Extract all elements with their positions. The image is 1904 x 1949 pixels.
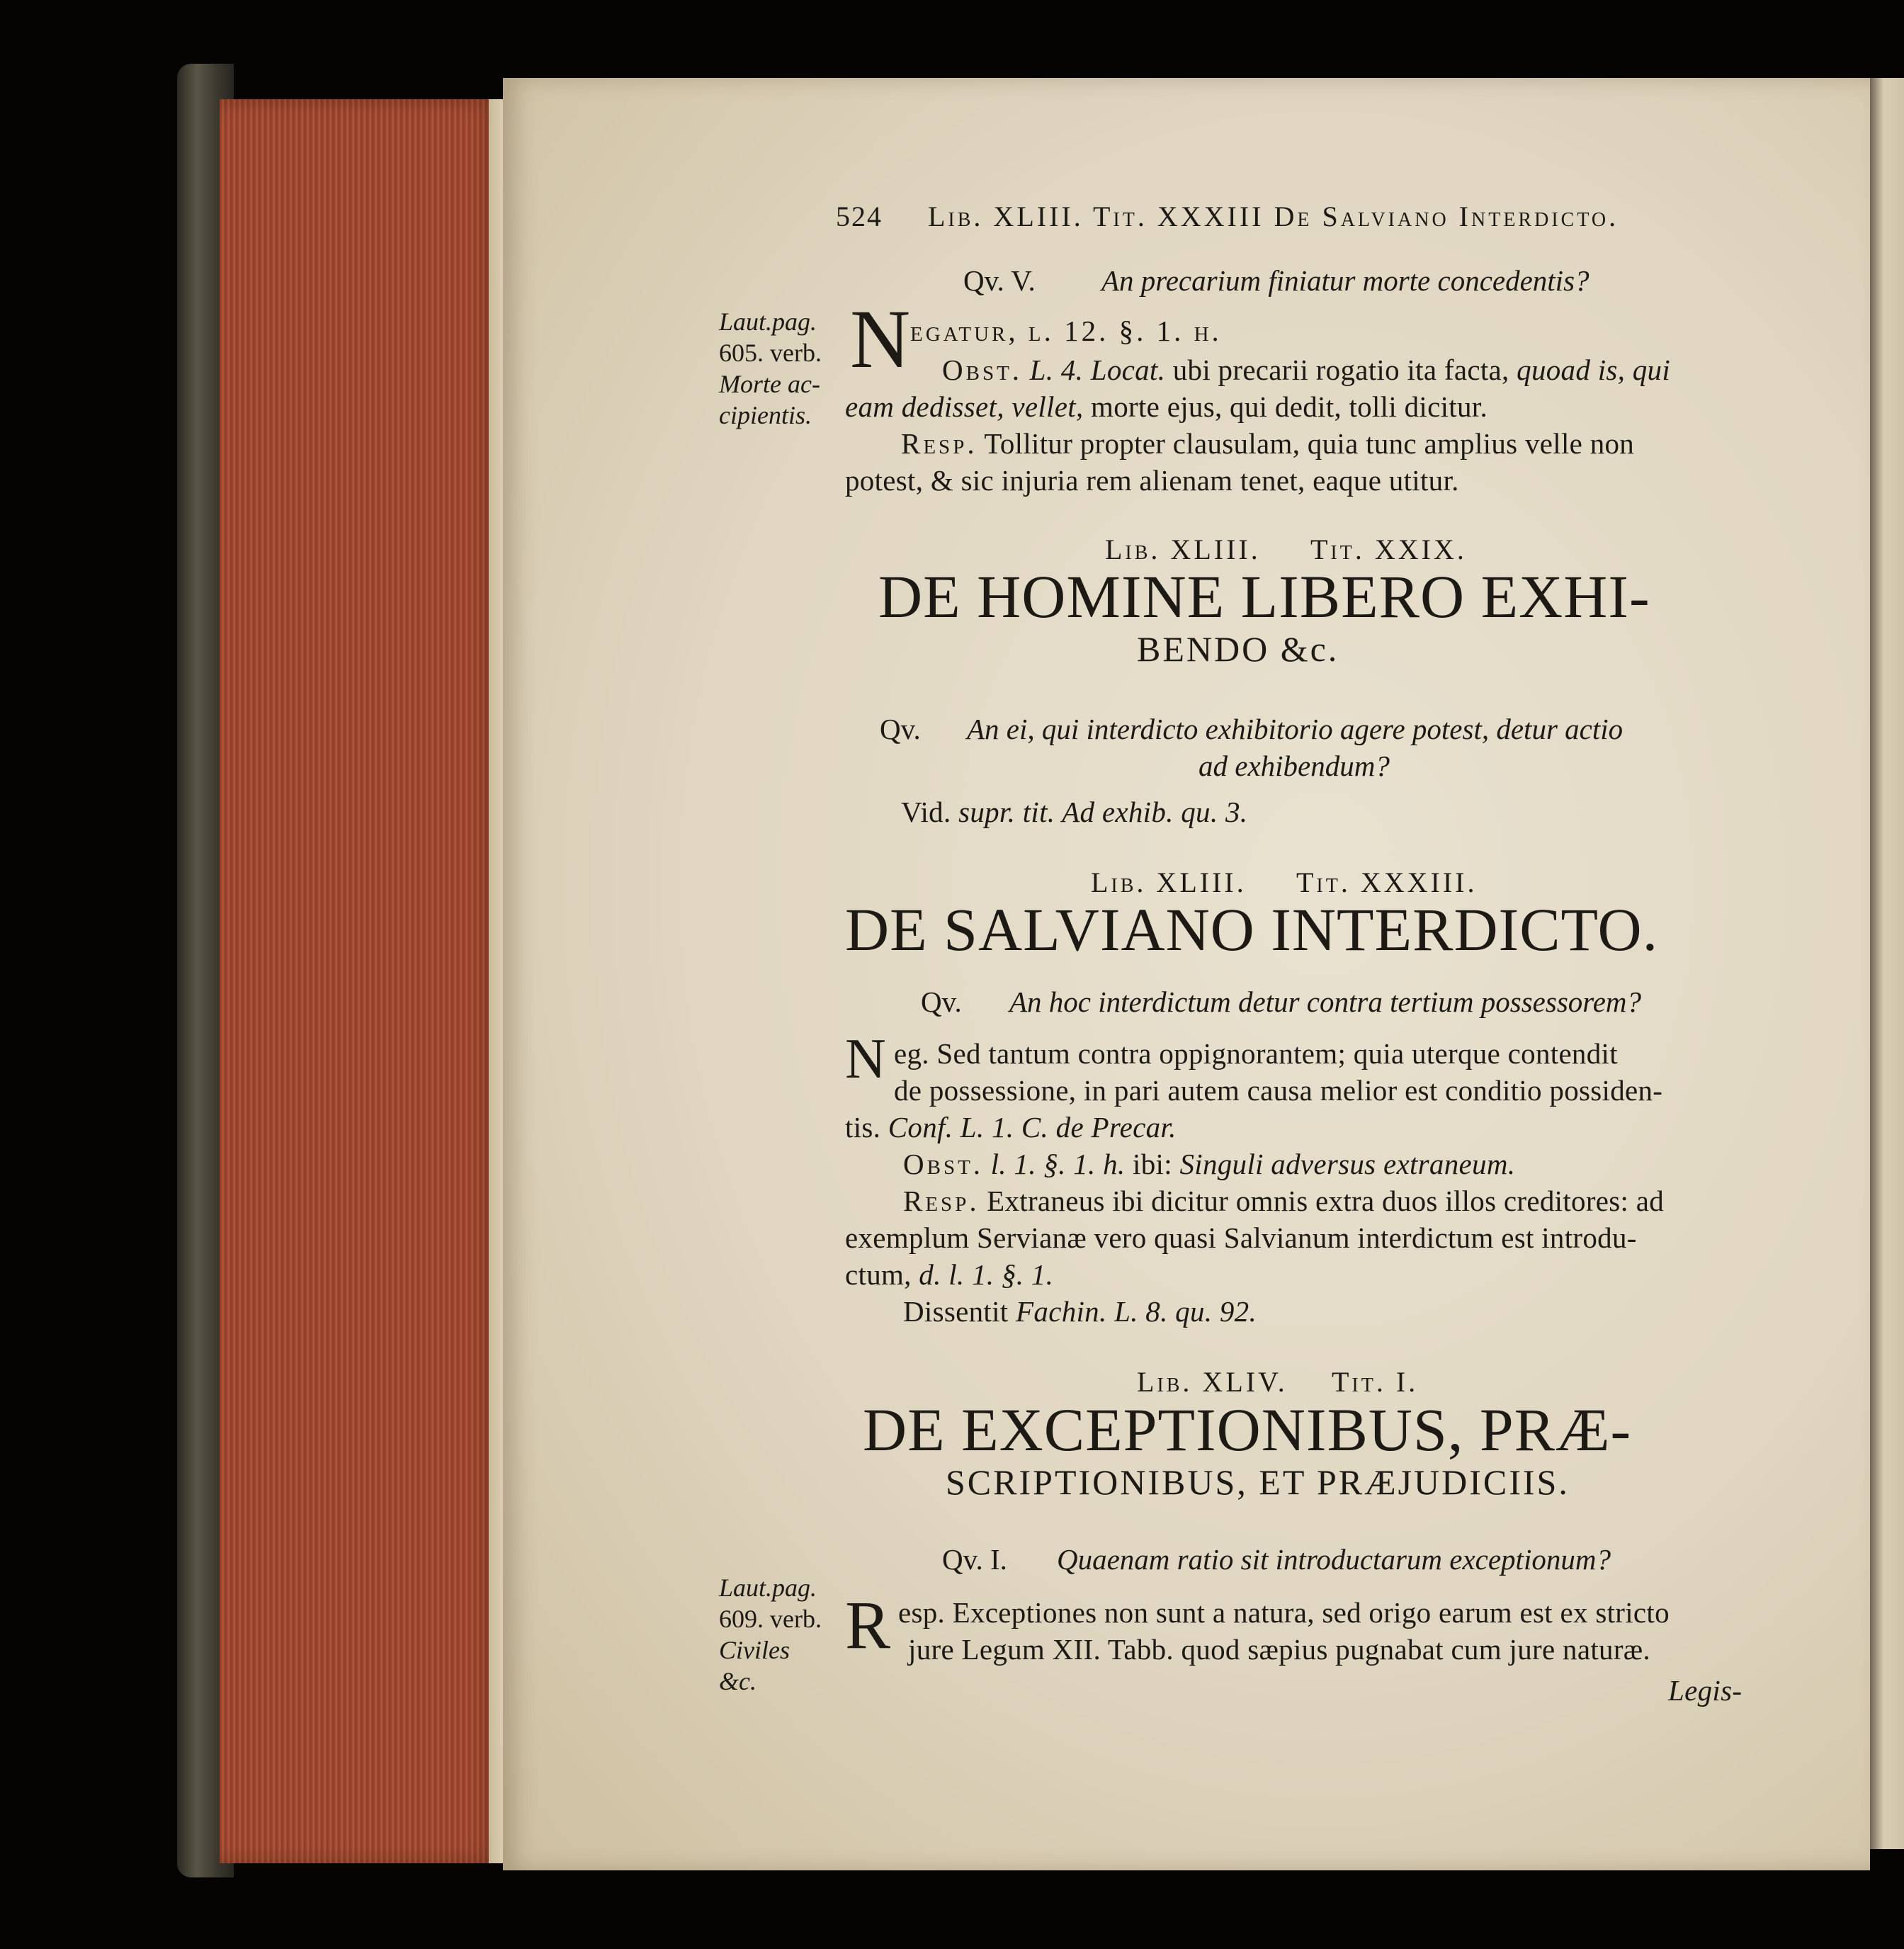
drop-cap: N — [850, 293, 911, 385]
body-text: Extraneus ibi dicitur omnis extra duos illos creditores: ad — [987, 1185, 1665, 1217]
body-line — [903, 1184, 1664, 1218]
question-label: Qv. V. — [963, 264, 1036, 297]
body-line — [845, 1110, 1177, 1144]
margin-note-line: cipientis. — [719, 401, 812, 429]
running-head: Lib. XLIII. Tit. XXXIII De Salviano Interdicto. — [928, 200, 1619, 232]
body-line — [901, 795, 1247, 829]
citation: Fachin. L. 8. qu. 92. — [1016, 1295, 1257, 1328]
body-line — [845, 390, 1488, 424]
obst-label: Obst. — [903, 1148, 984, 1180]
margin-note-line: Morte ac- — [719, 370, 820, 398]
page-number: 524 — [836, 200, 883, 232]
margin-note-line: 605. verb. — [719, 339, 822, 367]
body-text: Tollitur propter clausulam, quia tunc amplius velle non — [984, 427, 1635, 460]
catchword: Legis- — [1668, 1674, 1742, 1707]
question-text: An precarium finiatur morte concedentis? — [1101, 264, 1590, 297]
body-line — [942, 353, 1670, 387]
body-line: de possessione, in pari autem causa melior est conditio possiden- — [894, 1074, 1663, 1107]
section-title: DE SALVIANO INTERDICTO. — [845, 896, 1659, 964]
margin-note-line: 609. verb. — [719, 1605, 822, 1633]
body-line — [901, 426, 1634, 461]
drop-cap: R — [845, 1587, 891, 1663]
resp-label: Resp. — [903, 1185, 980, 1217]
section-title-line: SCRIPTIONIBUS, ET PRÆJUDICIIS. — [946, 1462, 1570, 1502]
margin-note-line: Laut.pag. — [719, 1574, 817, 1602]
body-text: Dissentit — [903, 1295, 1009, 1328]
citation: d. l. 1. §. 1. — [919, 1258, 1054, 1291]
body-line: jure Legum XII. Tabb. quod sæpius pugnabat cum jure naturæ. — [908, 1633, 1650, 1666]
obst-label: Obst. — [942, 354, 1023, 386]
body-line — [845, 1258, 1053, 1292]
body-text: ubi precarii rogatio ita facta, — [1172, 354, 1509, 386]
book-number: Lib. XLIII. — [1091, 866, 1247, 898]
question-label: Qv. — [921, 985, 962, 1018]
section-title: DE EXCEPTIONIBUS, PRÆ- — [863, 1396, 1632, 1464]
citation: supr. tit. Ad exhib. qu. 3. — [958, 796, 1248, 828]
page-edges — [220, 99, 503, 1863]
question-text: An hoc interdictum detur contra tertium possessorem? — [1009, 985, 1642, 1018]
section-title-line: BENDO &c. — [1137, 629, 1339, 669]
body-text: tis. — [845, 1111, 881, 1143]
question-text: ad exhibendum? — [1198, 750, 1390, 782]
resp-label: Resp. — [901, 427, 978, 460]
body-line: exemplum Servianæ vero quasi Salvianum interdictum est introdu- — [845, 1221, 1637, 1254]
body-line — [903, 1294, 1257, 1328]
body-line — [903, 1147, 1515, 1181]
body-italic: eam dedisset, vellet, — [845, 390, 1084, 423]
body-italic: quoad is, qui — [1517, 354, 1671, 386]
citation: Conf. L. 1. C. de Precar. — [888, 1111, 1177, 1143]
margin-note-line: &c. — [719, 1667, 756, 1695]
question-text: An ei, qui interdicto exhibitorio agere potest, detur actio — [967, 713, 1624, 745]
body-line: egatur, l. 12. §. 1. h. — [910, 315, 1222, 347]
title-number: Tit. I. — [1332, 1366, 1419, 1398]
body-text: ctum, — [845, 1258, 912, 1291]
question-label: Qv. I. — [942, 1543, 1007, 1576]
question-label: Qv. — [880, 713, 921, 745]
margin-note-line: Laut.pag. — [719, 307, 817, 336]
facing-page-edge — [1870, 78, 1904, 1849]
body-italic: Singuli adversus extraneum. — [1179, 1148, 1516, 1180]
vid-label: Vid. — [901, 796, 951, 828]
margin-note-line: Civiles — [719, 1636, 790, 1664]
citation: L. 4. Locat. — [1029, 354, 1166, 386]
citation: l. 1. §. 1. h. — [990, 1148, 1126, 1180]
body-line: potest, & sic injuria rem alienam tenet, eaque utitur. — [845, 464, 1459, 497]
section-title: DE HOMINE LIBERO EXHI- — [878, 563, 1650, 631]
title-number: Tit. XXIX. — [1310, 533, 1467, 565]
book-number: Lib. XLIV. — [1137, 1366, 1288, 1398]
title-number: Tit. XXXIII. — [1296, 866, 1478, 898]
drop-cap: N — [845, 1028, 886, 1090]
body-line: eg. Sed tantum contra oppignorantem; quia uterque contendit — [894, 1037, 1618, 1070]
body-text: morte ejus, qui dedit, tolli dicitur. — [1091, 390, 1488, 423]
body-text: ibi: — [1133, 1148, 1172, 1180]
book-number: Lib. XLIII. — [1105, 533, 1261, 565]
body-line: esp. Exceptiones non sunt a natura, sed origo earum est ex stricto — [898, 1596, 1670, 1629]
question-text: Quaenam ratio sit introductarum exceptionum? — [1057, 1543, 1611, 1576]
